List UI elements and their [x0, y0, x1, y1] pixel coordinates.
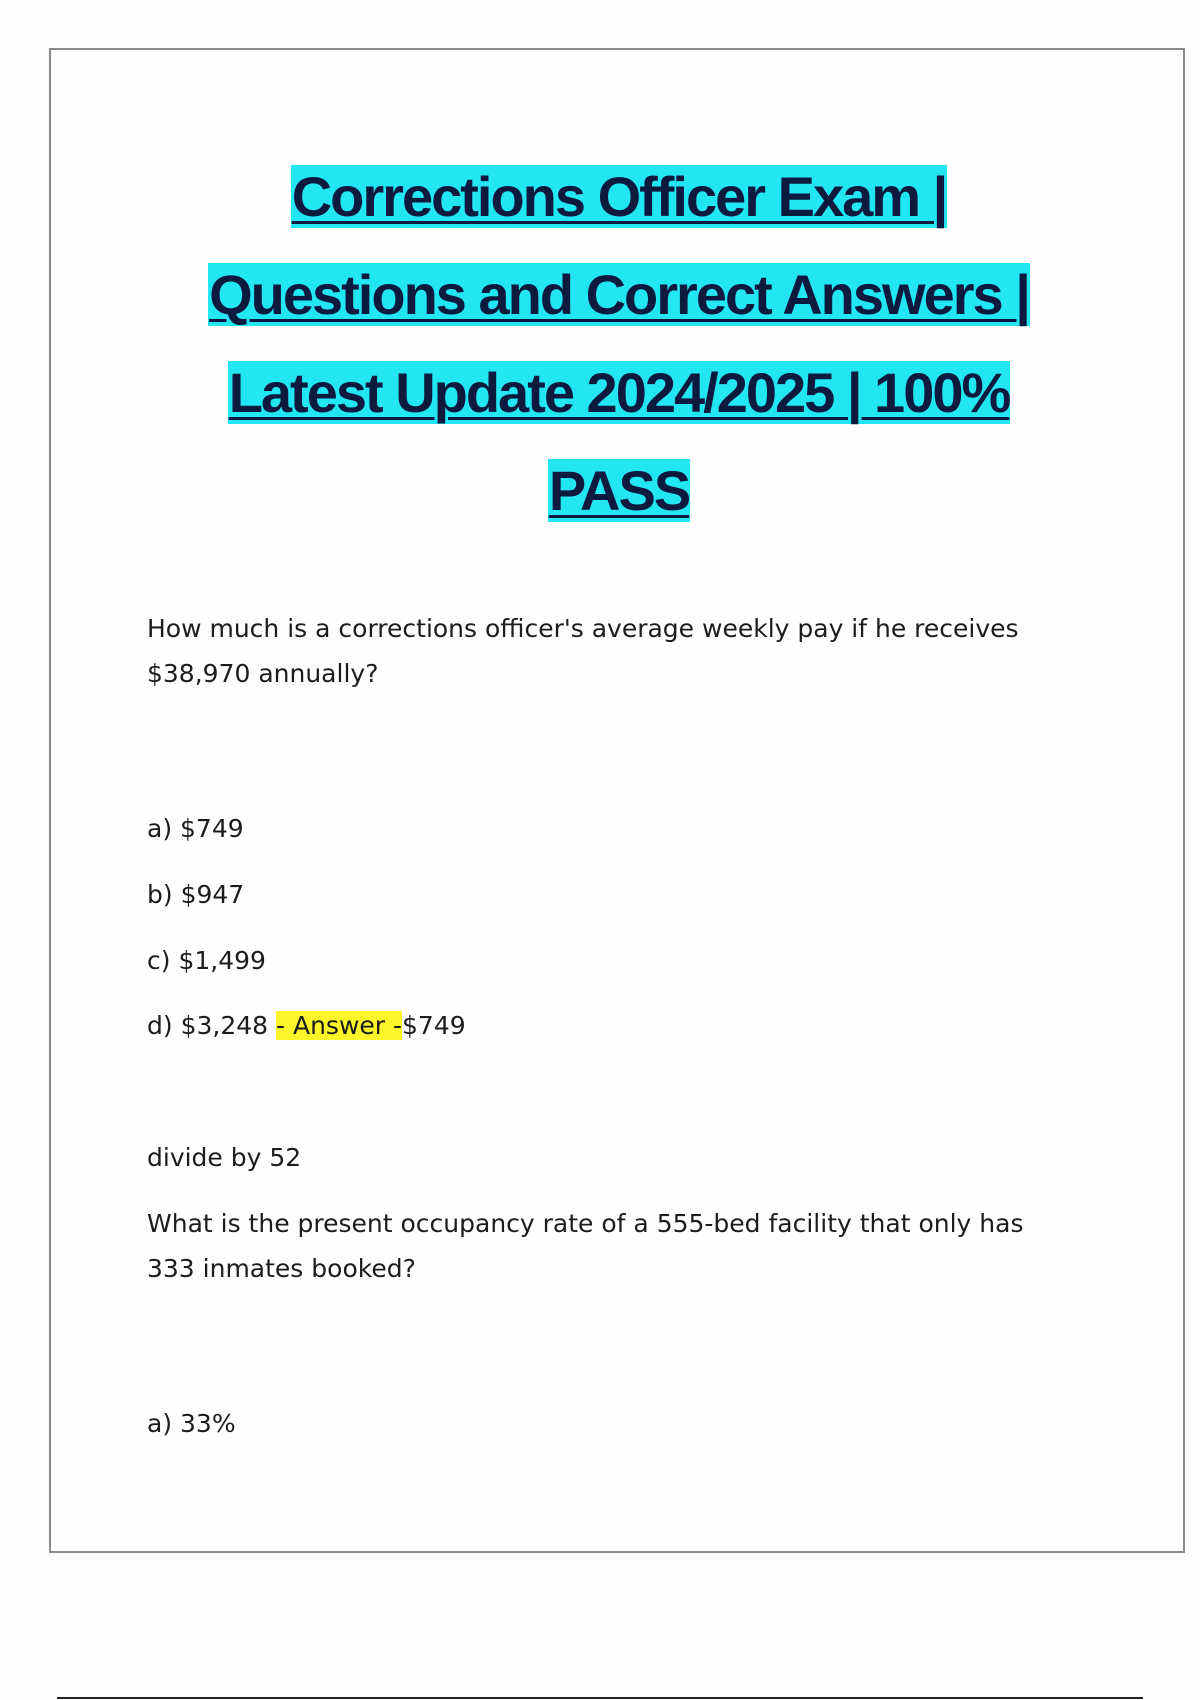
question-1-option-d: d) $3,248 - Answer -$749 [147, 1011, 466, 1040]
question-1-option-c: c) $1,499 [147, 946, 266, 975]
title-line-1: Corrections Officer Exam | [291, 165, 947, 228]
question-1-option-b: b) $947 [147, 880, 245, 909]
question-1-explanation: divide by 52 [147, 1143, 302, 1172]
question-2-option-a: a) 33% [147, 1409, 236, 1438]
title-line-4: PASS [548, 459, 690, 522]
answer-value: $749 [402, 1011, 466, 1040]
title-line-2: Questions and Correct Answers | [209, 263, 1029, 326]
question-1-option-a: a) $749 [147, 814, 244, 843]
title-line-3: Latest Update 2024/2025 | 100% [228, 361, 1010, 424]
document-frame [49, 48, 1185, 1553]
question-2-prompt: What is the present occupancy rate of a 555-bed facility that only has 333 inmates booked? [147, 1209, 1024, 1283]
question-1-prompt: How much is a corrections officer's average weekly pay if he receives $38,970 annually? [147, 614, 1019, 688]
bottom-divider [57, 1697, 1143, 1699]
document-title [51, 148, 1187, 540]
answer-highlight: - Answer - [276, 1011, 403, 1040]
